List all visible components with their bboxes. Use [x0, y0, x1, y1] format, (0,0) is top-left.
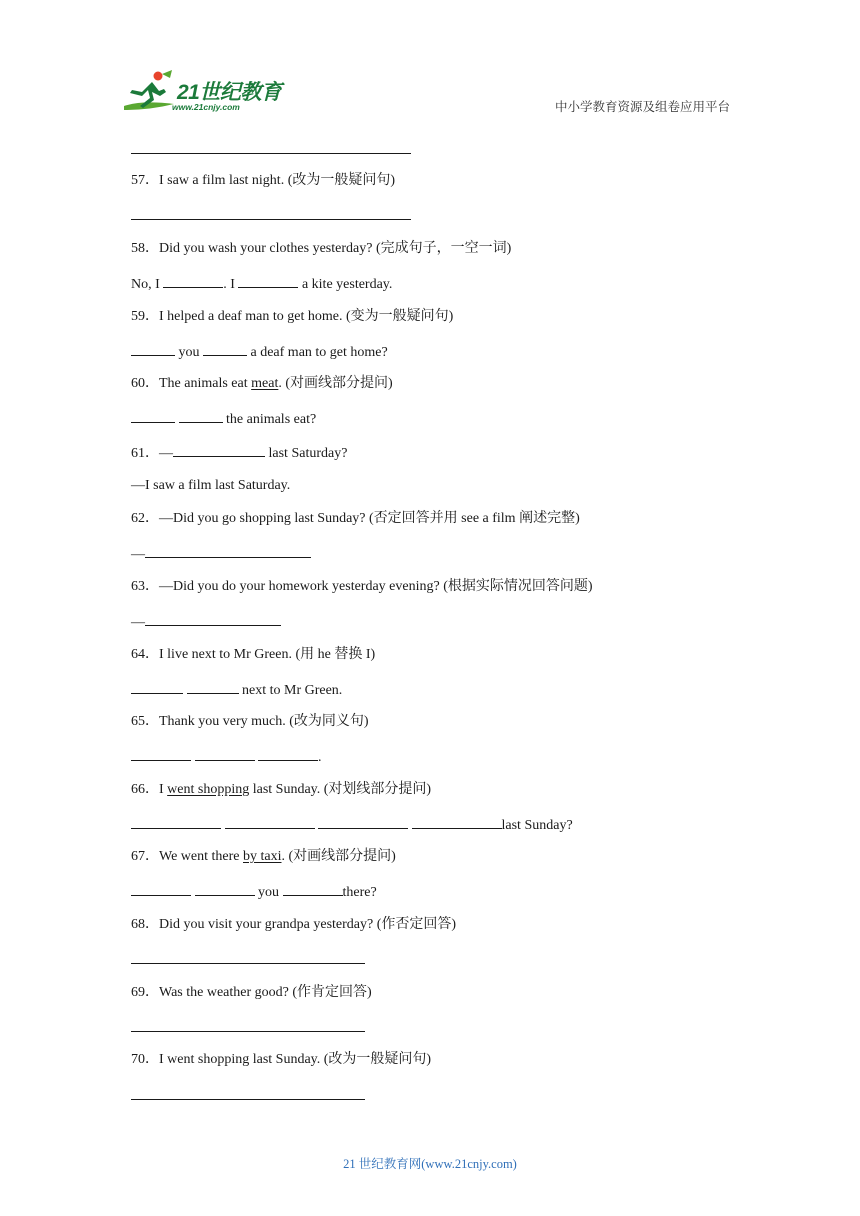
answer-60: the animals eat?: [131, 409, 316, 429]
underlined-word: by taxi: [243, 849, 282, 864]
question-text: Thank you very much. (改为同义句): [159, 714, 369, 729]
platform-title: 中小学教育资源及组卷应用平台: [554, 100, 730, 114]
question-63: [131, 578, 593, 596]
answer-line: [131, 153, 411, 154]
question-text: Did you visit your grandpa yesterday? (作否定回答): [159, 917, 457, 932]
reply-61: —I saw a film last Saturday.: [131, 478, 291, 493]
answer-blank[interactable]: [187, 680, 239, 694]
question-62: [131, 510, 580, 528]
underlined-word: went shopping: [167, 782, 250, 797]
question-number: 65．: [131, 714, 159, 729]
answer-line: [131, 963, 365, 964]
question-number: 70．: [131, 1052, 159, 1067]
question-67: 67．We went there by taxi. (对画线部分提问): [131, 849, 396, 864]
question-number: 57．: [131, 173, 159, 188]
answer-blank[interactable]: [131, 680, 183, 694]
answer-blank[interactable]: [195, 747, 255, 761]
question-text: I went shopping last Sunday. (改为一般疑问句): [159, 1052, 432, 1067]
question-text: I live next to Mr Green. (用 he 替换 I): [159, 647, 376, 662]
answer-67: you there?: [131, 882, 377, 902]
page-footer: 21 世纪教育网(www.21cnjy.com): [343, 1157, 517, 1171]
answer-blank[interactable]: [131, 409, 175, 423]
answer-blank[interactable]: [131, 815, 221, 829]
question-number: 69．: [131, 985, 159, 1000]
answer-blank[interactable]: [203, 342, 247, 356]
answer-59: you a deaf man to get home?: [131, 342, 388, 362]
question-number: 66．: [131, 782, 159, 797]
answer-line: [131, 219, 411, 220]
answer-blank[interactable]: [145, 544, 311, 558]
question-68: [131, 916, 456, 934]
question-number: 68．: [131, 917, 159, 932]
question-58: [131, 240, 511, 258]
answer-62: —: [131, 544, 311, 564]
answer-blank[interactable]: [225, 815, 315, 829]
answer-blank[interactable]: [163, 274, 223, 288]
question-text: Did you wash your clothes yesterday? (完成句子，一空一词): [159, 241, 512, 256]
answer-blank[interactable]: [283, 882, 343, 896]
answer-line: [131, 1031, 365, 1032]
question-61: 61．— last Saturday?: [131, 443, 347, 463]
question-64: [131, 646, 375, 664]
question-number: 58．: [131, 241, 159, 256]
answer-blank[interactable]: [238, 274, 298, 288]
answer-58: No, I . I a kite yesterday.: [131, 274, 392, 294]
answer-blank[interactable]: [131, 882, 191, 896]
logo: [122, 70, 292, 116]
question-number: 59．: [131, 309, 159, 324]
question-57: [131, 172, 395, 190]
question-number: 60．: [131, 376, 159, 391]
answer-blank[interactable]: [318, 815, 408, 829]
underlined-word: meat: [251, 376, 279, 391]
question-70: [131, 1051, 431, 1069]
question-text: I saw a film last night. (改为一般疑问句): [159, 173, 396, 188]
answer-blank[interactable]: [258, 747, 318, 761]
answer-blank[interactable]: [412, 815, 502, 829]
question-number: 61．: [131, 446, 159, 461]
question-text: I helped a deaf man to get home. (变为一般疑问句): [159, 309, 454, 324]
answer-blank[interactable]: [131, 747, 191, 761]
question-60: 60．The animals eat meat. (对画线部分提问): [131, 376, 393, 391]
question-number: 64．: [131, 647, 159, 662]
question-65: [131, 713, 369, 731]
answer-line: [131, 1099, 365, 1100]
answer-64: next to Mr Green.: [131, 680, 342, 700]
question-text: Was the weather good? (作肯定回答): [159, 985, 372, 1000]
page-header: [0, 0, 860, 130]
question-number: 63．: [131, 579, 159, 594]
logo-text: 21世纪教育: [177, 81, 282, 104]
question-number: 62．: [131, 511, 159, 526]
logo-url: www.21cnjy.com: [172, 102, 240, 112]
answer-65: .: [131, 747, 322, 767]
question-text: —Did you do your homework yesterday evening? (根据实际情况回答问题): [159, 579, 593, 594]
answer-66: last Sunday?: [131, 815, 573, 835]
answer-63: —: [131, 612, 281, 632]
runner-logo-icon: [122, 70, 178, 116]
question-66: 66．I went shopping last Sunday. (对划线部分提问): [131, 782, 432, 797]
question-59: [131, 308, 453, 326]
question-text: —Did you go shopping last Sunday? (否定回答并用 see a film 阐述完整): [159, 511, 580, 526]
answer-blank[interactable]: [131, 342, 175, 356]
answer-blank[interactable]: [195, 882, 255, 896]
answer-blank[interactable]: [179, 409, 223, 423]
answer-blank[interactable]: [145, 612, 281, 626]
question-69: [131, 984, 372, 1002]
answer-blank[interactable]: [173, 443, 265, 457]
question-number: 67．: [131, 849, 159, 864]
